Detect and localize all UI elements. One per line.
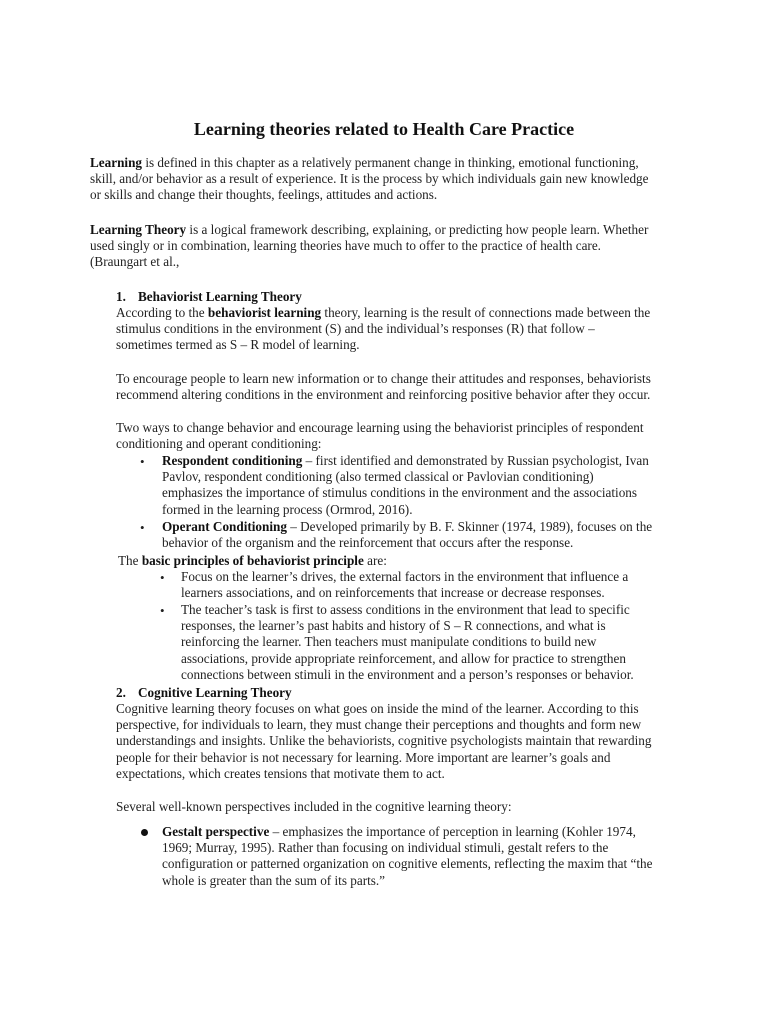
cognitive-paragraph-1: Cognitive learning theory focuses on what goes on inside the mind of the learner. According to this perspective, for individuals to learn, they must change their perceptions and thoughts and form new understandings and insights. Unlike the behaviorists, cognitive psychologists maintain that rewarding people for their behavior is not necessary for learning. More important are learner’s goals and expectations, which creates tensions that motivate them to act.: [116, 701, 652, 781]
learning-term: Learning: [90, 155, 143, 170]
bullet-dot-icon: •: [140, 520, 145, 535]
respondent-conditioning-item: Respondent conditioning – first identified and demonstrated by Russian psychologist, Ivan Pavlov, respondent conditioning (also termed classical or Pavlovian conditioning) emphasizes the importance of stimulus conditions in the environment and the associations formed in the learning process (Ormrod, 2016).: [162, 453, 649, 517]
bullet-dot-icon: •: [160, 603, 165, 618]
principle-item: Focus on the learner’s drives, the external factors in the environment that influence a learners associations, and on reinforcements that increase or decrease responses.: [181, 569, 629, 601]
cognitive-paragraph-2: Several well-known perspectives included in the cognitive learning theory:: [116, 799, 512, 814]
principles-intro: The basic principles of behaviorist principle are:: [118, 553, 387, 568]
learning-theory-term: Learning Theory: [90, 222, 187, 237]
bullet-dot-icon: •: [160, 570, 165, 585]
behaviorist-paragraph-3: Two ways to change behavior and encourage learning using the behaviorist principles of respondent conditioning and operant conditioning:: [116, 420, 644, 452]
section-1-heading: 1. Behaviorist Learning Theory: [116, 289, 302, 304]
learning-definition: Learning is defined in this chapter as a relatively permanent change in thinking, emotional functioning, skill, and/or behavior as a result of experience. It is the process by which individuals gain new knowledge or skills and change their thoughts, feelings, attitudes and actions.: [90, 155, 649, 203]
gestalt-perspective-item: Gestalt perspective – emphasizes the importance of perception in learning (Kohler 1974, 1969; Murray, 1995). Rather than focusing on individual stimuli, gestalt refers to the configuration or patterned organization on cognitive elements, reflecting the maxim that “the whole is greater than the sum of its parts.”: [162, 824, 653, 888]
bullet-dot-icon: •: [140, 454, 145, 469]
operant-conditioning-item: Operant Conditioning – Developed primarily by B. F. Skinner (1974, 1989), focuses on the behavior of the organism and the reinforcement that occurs after the response.: [162, 519, 653, 551]
principle-item: The teacher’s task is first to assess conditions in the environment that lead to specific responses, the learner’s past habits and history of S – R connections, and what is reinforcing the learner. Then teachers must manipulate conditions to build new associations, provide appropriate reinforcement, and allow for practice to strengthen connections between stimuli in the environment and a person’s responses or behavior.: [181, 602, 634, 682]
page-title: Learning theories related to Health Care Practice: [193, 119, 575, 139]
section-2-heading: 2. Cognitive Learning Theory: [116, 685, 292, 700]
behaviorist-paragraph-2: To encourage people to learn new information or to change their attitudes and responses, behaviorists recommend altering conditions in the environment and reinforcing positive behavior after they occur.: [116, 371, 651, 403]
behaviorist-paragraph-1: According to the behaviorist learning theory, learning is the result of connections made between the stimulus conditions in the environment (S) and the individual’s responses (R) that follow – sometimes termed as S – R model of learning.: [116, 305, 651, 353]
bullet-solid-icon: [141, 829, 148, 836]
learning-theory-definition: Learning Theory is a logical framework describing, explaining, or predicting how people learn. Whether used singly or in combination, learning theories have much to offer to the practice of health care. (Braungart et al.,: [90, 222, 649, 270]
